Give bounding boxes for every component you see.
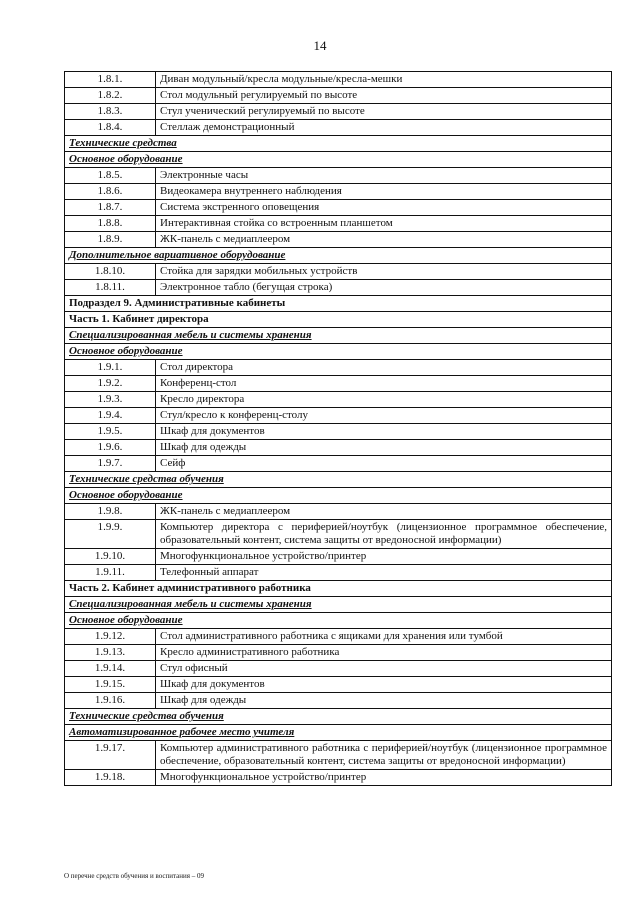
section-heading-row <box>65 472 612 488</box>
table-row <box>65 360 612 376</box>
section-heading: Технические средства обучения <box>65 709 612 725</box>
item-number: 1.8.2. <box>65 88 156 104</box>
table-row <box>65 264 612 280</box>
item-number: 1.8.8. <box>65 216 156 232</box>
item-description: Стул офисный <box>156 661 612 677</box>
table-row <box>65 408 612 424</box>
table-row <box>65 280 612 296</box>
section-heading-row <box>65 136 612 152</box>
item-description: Электронные часы <box>156 168 612 184</box>
table-row <box>65 741 612 770</box>
table-row <box>65 424 612 440</box>
item-number: 1.9.16. <box>65 693 156 709</box>
page-number: 14 <box>313 38 327 53</box>
table-row <box>65 693 612 709</box>
item-description: Стол административного работника с ящиками для хранения или тумбой <box>156 629 612 645</box>
section-heading: Подраздел 9. Административные кабинеты <box>65 296 612 312</box>
table-row <box>65 184 612 200</box>
item-description: Шкаф для документов <box>156 677 612 693</box>
item-number: 1.9.7. <box>65 456 156 472</box>
item-description: Шкаф для документов <box>156 424 612 440</box>
item-number: 1.9.14. <box>65 661 156 677</box>
item-number: 1.8.11. <box>65 280 156 296</box>
equipment-table <box>64 71 612 786</box>
item-number: 1.8.9. <box>65 232 156 248</box>
section-heading-row <box>65 581 612 597</box>
item-number: 1.9.8. <box>65 504 156 520</box>
table-row <box>65 168 612 184</box>
table-row <box>65 120 612 136</box>
item-description: Шкаф для одежды <box>156 693 612 709</box>
item-number: 1.9.18. <box>65 770 156 786</box>
table-row <box>65 677 612 693</box>
item-description: Электронное табло (бегущая строка) <box>156 280 612 296</box>
item-description: Стул/кресло к конференц-столу <box>156 408 612 424</box>
section-heading: Специализированная мебель и системы хранения <box>65 328 612 344</box>
item-number: 1.9.13. <box>65 645 156 661</box>
section-heading-row <box>65 597 612 613</box>
item-description: Кресло административного работника <box>156 645 612 661</box>
item-description: Стойка для зарядки мобильных устройств <box>156 264 612 280</box>
table-row <box>65 645 612 661</box>
item-description: Кресло директора <box>156 392 612 408</box>
item-number: 1.8.1. <box>65 72 156 88</box>
section-heading: Часть 2. Кабинет административного работника <box>65 581 612 597</box>
table-row <box>65 520 612 549</box>
table-row <box>65 456 612 472</box>
section-heading: Специализированная мебель и системы хранения <box>65 597 612 613</box>
item-number: 1.8.6. <box>65 184 156 200</box>
item-number: 1.9.4. <box>65 408 156 424</box>
section-heading: Основное оборудование <box>65 613 612 629</box>
section-heading: Основное оборудование <box>65 344 612 360</box>
section-heading: Основное оборудование <box>65 488 612 504</box>
item-description: Сейф <box>156 456 612 472</box>
section-heading-row <box>65 248 612 264</box>
table-row <box>65 104 612 120</box>
table-row <box>65 440 612 456</box>
table-row <box>65 661 612 677</box>
item-number: 1.9.1. <box>65 360 156 376</box>
item-number: 1.8.3. <box>65 104 156 120</box>
item-description: ЖК-панель с медиаплеером <box>156 232 612 248</box>
item-description: Диван модульный/кресла модульные/кресла-мешки <box>156 72 612 88</box>
table-row <box>65 770 612 786</box>
section-heading: Основное оборудование <box>65 152 612 168</box>
section-heading-row <box>65 312 612 328</box>
section-heading-row <box>65 296 612 312</box>
item-number: 1.8.4. <box>65 120 156 136</box>
section-heading-row <box>65 152 612 168</box>
item-description: Интерактивная стойка со встроенным планшетом <box>156 216 612 232</box>
item-description: Многофункциональное устройство/принтер <box>156 770 612 786</box>
item-description: Компьютер директора с периферией/ноутбук (лицензионное программное обеспечение, образовательный контент, система защиты от вредоносной информации) <box>156 520 612 549</box>
item-number: 1.9.2. <box>65 376 156 392</box>
item-description: Стол директора <box>156 360 612 376</box>
table-row <box>65 216 612 232</box>
section-heading: Дополнительное вариативное оборудование <box>65 248 612 264</box>
table-row <box>65 392 612 408</box>
item-description: Стул ученический регулируемый по высоте <box>156 104 612 120</box>
section-heading-row <box>65 328 612 344</box>
item-number: 1.9.11. <box>65 565 156 581</box>
section-heading: Автоматизированное рабочее место учителя <box>65 725 612 741</box>
item-description: Видеокамера внутреннего наблюдения <box>156 184 612 200</box>
item-description: Компьютер административного работника с периферией/ноутбук (лицензионное программное обеспечение, образовательный контент, система защиты от вредоносной информации) <box>156 741 612 770</box>
item-number: 1.9.10. <box>65 549 156 565</box>
section-heading-row <box>65 613 612 629</box>
item-number: 1.9.15. <box>65 677 156 693</box>
item-number: 1.9.12. <box>65 629 156 645</box>
item-number: 1.9.3. <box>65 392 156 408</box>
item-description: ЖК-панель с медиаплеером <box>156 504 612 520</box>
item-number: 1.9.5. <box>65 424 156 440</box>
item-description: Многофункциональное устройство/принтер <box>156 549 612 565</box>
item-number: 1.8.7. <box>65 200 156 216</box>
section-heading: Технические средства <box>65 136 612 152</box>
section-heading-row <box>65 344 612 360</box>
table-body <box>65 72 612 786</box>
item-number: 1.9.9. <box>65 520 156 549</box>
item-number: 1.8.5. <box>65 168 156 184</box>
table-row <box>65 629 612 645</box>
item-description: Стол модульный регулируемый по высоте <box>156 88 612 104</box>
table-row <box>65 88 612 104</box>
item-description: Телефонный аппарат <box>156 565 612 581</box>
item-description: Система экстренного оповещения <box>156 200 612 216</box>
item-number: 1.8.10. <box>65 264 156 280</box>
section-heading-row <box>65 709 612 725</box>
table-row <box>65 72 612 88</box>
page-footer: О перечне средств обучения и воспитания – 09 <box>64 872 204 880</box>
table-row <box>65 232 612 248</box>
item-description: Стеллаж демонстрационный <box>156 120 612 136</box>
table-row <box>65 565 612 581</box>
section-heading: Технические средства обучения <box>65 472 612 488</box>
table-row <box>65 200 612 216</box>
section-heading-row <box>65 488 612 504</box>
item-description: Конференц-стол <box>156 376 612 392</box>
section-heading-row <box>65 725 612 741</box>
table-row <box>65 376 612 392</box>
section-heading: Часть 1. Кабинет директора <box>65 312 612 328</box>
table-row <box>65 504 612 520</box>
table-row <box>65 549 612 565</box>
item-number: 1.9.17. <box>65 741 156 770</box>
item-description: Шкаф для одежды <box>156 440 612 456</box>
item-number: 1.9.6. <box>65 440 156 456</box>
